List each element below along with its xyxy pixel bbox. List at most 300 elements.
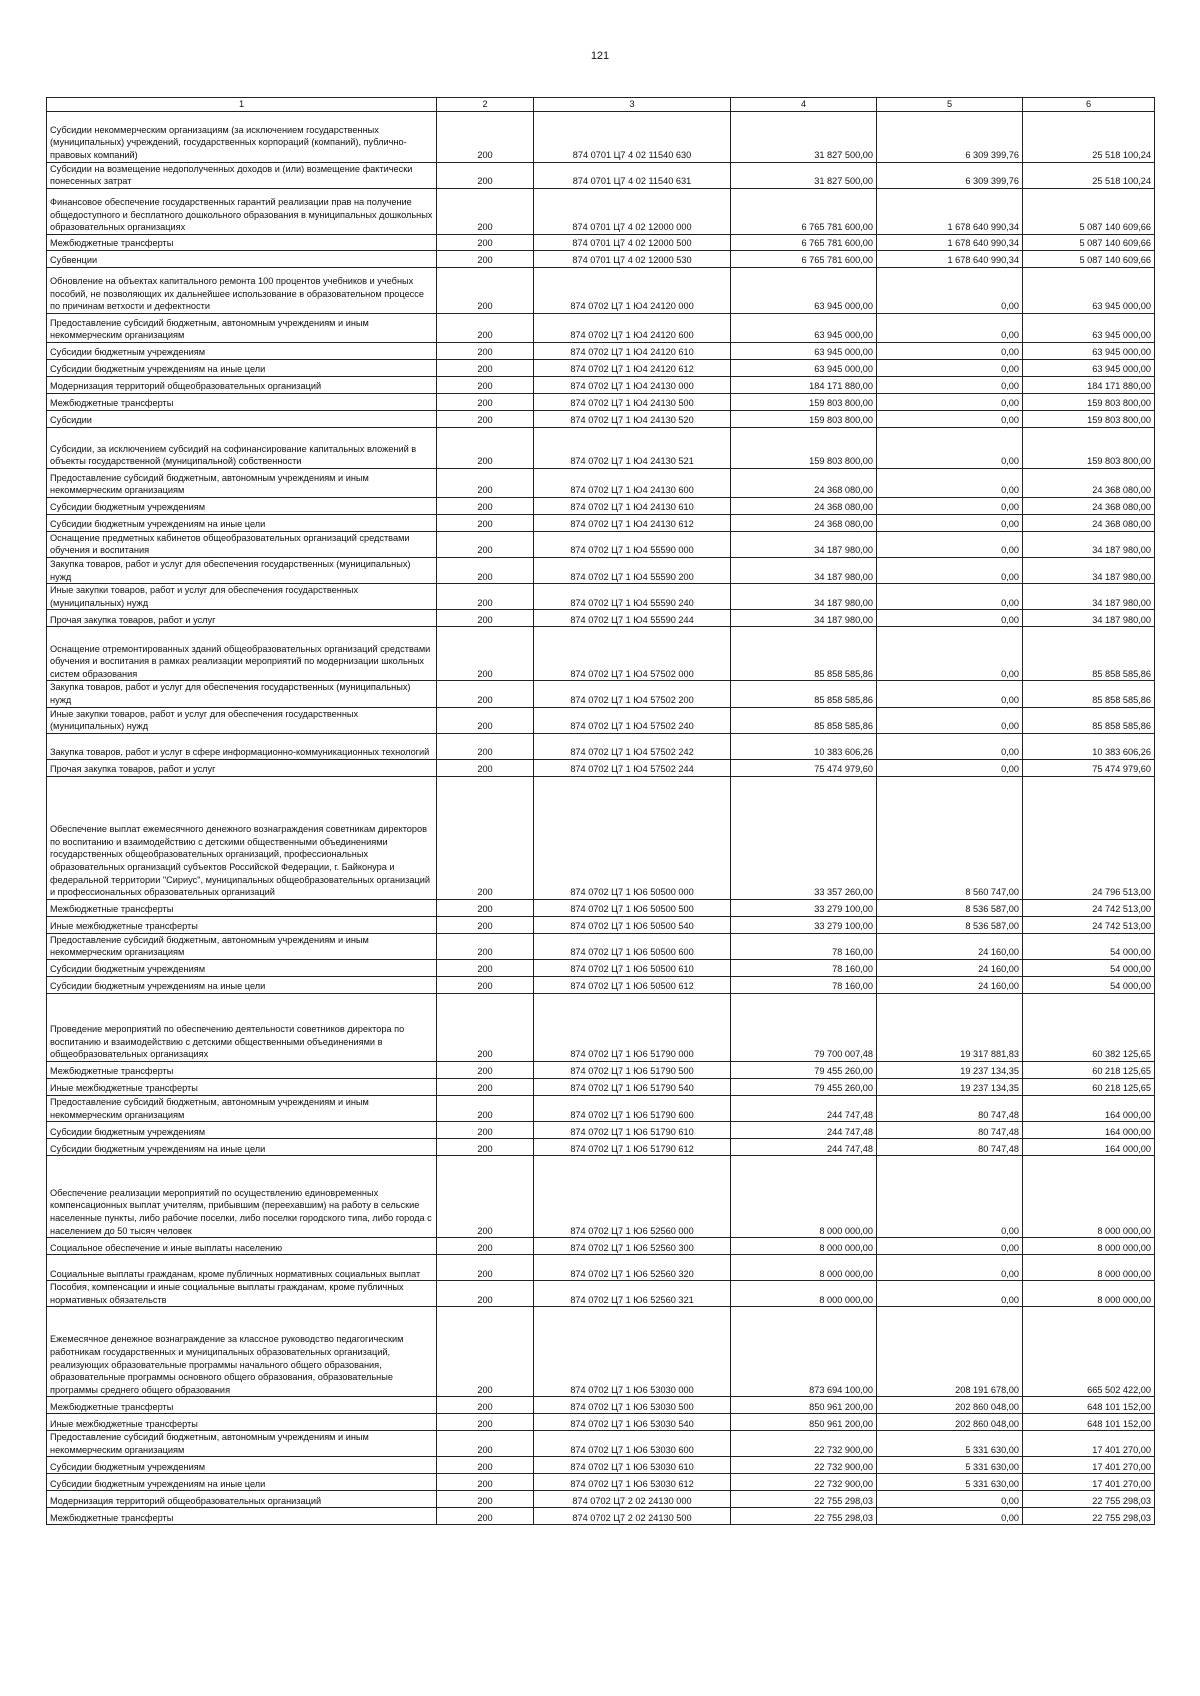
amount-col6: 24 368 080,00 — [1023, 468, 1155, 497]
table-row — [47, 1122, 1155, 1139]
budget-code: 874 0702 Ц7 1 Ю4 24130 612 — [534, 514, 731, 531]
budget-code: 874 0702 Ц7 1 Ю6 51790 610 — [534, 1122, 731, 1139]
amount-col6: 17 401 270,00 — [1023, 1474, 1155, 1491]
admin-code: 200 — [437, 1457, 534, 1474]
admin-code: 200 — [437, 976, 534, 993]
table-row — [47, 514, 1155, 531]
budget-code: 874 0702 Ц7 1 Ю4 24130 500 — [534, 393, 731, 410]
amount-col5: 5 331 630,00 — [877, 1431, 1023, 1457]
table-row — [47, 342, 1155, 359]
amount-col6: 63 945 000,00 — [1023, 342, 1155, 359]
row-name: Модернизация территорий общеобразовательных организаций — [47, 376, 437, 393]
admin-code: 200 — [437, 610, 534, 627]
amount-col5: 19 317 881,83 — [877, 993, 1023, 1061]
column-header: 3 — [534, 98, 731, 112]
admin-code: 200 — [437, 359, 534, 376]
amount-col4: 34 187 980,00 — [731, 557, 877, 583]
amount-col5: 1 678 640 990,34 — [877, 188, 1023, 234]
amount-col6: 75 474 979,60 — [1023, 759, 1155, 776]
amount-col6: 159 803 800,00 — [1023, 393, 1155, 410]
amount-col5: 8 560 747,00 — [877, 776, 1023, 899]
amount-col6: 164 000,00 — [1023, 1139, 1155, 1156]
admin-code: 200 — [437, 313, 534, 342]
budget-code: 874 0702 Ц7 1 Ю6 52560 320 — [534, 1255, 731, 1281]
admin-code: 200 — [437, 267, 534, 313]
admin-code: 200 — [437, 1307, 534, 1397]
row-name: Субсидии бюджетным учреждениям на иные цели — [47, 1474, 437, 1491]
admin-code: 200 — [437, 1095, 534, 1121]
amount-col4: 33 279 100,00 — [731, 916, 877, 933]
row-name: Субсидии бюджетным учреждениям — [47, 1457, 437, 1474]
amount-col6: 85 858 585,86 — [1023, 627, 1155, 681]
row-name: Иные закупки товаров, работ и услуг для обеспечения государственных (муниципальных) нужд — [47, 584, 437, 610]
amount-col6: 24 796 513,00 — [1023, 776, 1155, 899]
budget-code: 874 0702 Ц7 1 Ю4 24130 521 — [534, 427, 731, 468]
amount-col5: 0,00 — [877, 610, 1023, 627]
table-row — [47, 359, 1155, 376]
admin-code: 200 — [437, 1156, 534, 1238]
admin-code: 200 — [437, 916, 534, 933]
amount-col5: 0,00 — [877, 1238, 1023, 1255]
table-row — [47, 627, 1155, 681]
amount-col5: 0,00 — [877, 514, 1023, 531]
budget-code: 874 0702 Ц7 1 Ю6 51790 000 — [534, 993, 731, 1061]
admin-code: 200 — [437, 681, 534, 707]
amount-col6: 648 101 152,00 — [1023, 1414, 1155, 1431]
amount-col6: 17 401 270,00 — [1023, 1431, 1155, 1457]
budget-code: 874 0702 Ц7 1 Ю6 50500 612 — [534, 976, 731, 993]
amount-col4: 63 945 000,00 — [731, 313, 877, 342]
amount-col5: 5 331 630,00 — [877, 1457, 1023, 1474]
table-row — [47, 610, 1155, 627]
amount-col5: 8 536 587,00 — [877, 916, 1023, 933]
admin-code: 200 — [437, 427, 534, 468]
amount-col5: 6 309 399,76 — [877, 111, 1023, 162]
page-number: 121 — [590, 50, 610, 62]
budget-code: 874 0701 Ц7 4 02 12000 000 — [534, 188, 731, 234]
budget-code: 874 0702 Ц7 1 Ю4 55590 244 — [534, 610, 731, 627]
row-name: Субсидии бюджетным учреждениям — [47, 1122, 437, 1139]
amount-col5: 0,00 — [877, 342, 1023, 359]
amount-col5: 80 747,48 — [877, 1122, 1023, 1139]
amount-col6: 24 368 080,00 — [1023, 497, 1155, 514]
amount-col4: 63 945 000,00 — [731, 359, 877, 376]
amount-col4: 78 160,00 — [731, 933, 877, 959]
row-name: Субсидии — [47, 410, 437, 427]
budget-code: 874 0701 Ц7 4 02 12000 500 — [534, 234, 731, 250]
table-row — [47, 733, 1155, 759]
amount-col5: 202 860 048,00 — [877, 1414, 1023, 1431]
budget-code: 874 0702 Ц7 1 Ю6 52560 321 — [534, 1281, 731, 1307]
budget-code: 874 0702 Ц7 1 Ю4 24120 000 — [534, 267, 731, 313]
admin-code: 200 — [437, 1139, 534, 1156]
admin-code: 200 — [437, 162, 534, 188]
admin-code: 200 — [437, 393, 534, 410]
budget-code: 874 0702 Ц7 1 Ю6 51790 600 — [534, 1095, 731, 1121]
amount-col5: 5 331 630,00 — [877, 1474, 1023, 1491]
table-row — [47, 916, 1155, 933]
budget-code: 874 0702 Ц7 2 02 24130 000 — [534, 1491, 731, 1508]
table-row — [47, 393, 1155, 410]
amount-col4: 850 961 200,00 — [731, 1397, 877, 1414]
admin-code: 200 — [437, 1491, 534, 1508]
row-name: Прочая закупка товаров, работ и услуг — [47, 759, 437, 776]
amount-col6: 22 755 298,03 — [1023, 1491, 1155, 1508]
row-name: Оснащение предметных кабинетов общеобразовательных организаций средствами обучения и воспитания — [47, 531, 437, 557]
budget-code: 874 0702 Ц7 1 Ю6 51790 612 — [534, 1139, 731, 1156]
amount-col4: 8 000 000,00 — [731, 1255, 877, 1281]
table-row — [47, 899, 1155, 916]
amount-col5: 0,00 — [877, 531, 1023, 557]
table-row — [47, 959, 1155, 976]
amount-col6: 5 087 140 609,66 — [1023, 234, 1155, 250]
row-name: Субсидии на возмещение недополученных доходов и (или) возмещение фактически понесенных затрат — [47, 162, 437, 188]
budget-code: 874 0702 Ц7 1 Ю6 53030 540 — [534, 1414, 731, 1431]
amount-col4: 184 171 880,00 — [731, 376, 877, 393]
amount-col4: 10 383 606,26 — [731, 733, 877, 759]
amount-col6: 665 502 422,00 — [1023, 1307, 1155, 1397]
amount-col4: 85 858 585,86 — [731, 681, 877, 707]
amount-col5: 80 747,48 — [877, 1095, 1023, 1121]
row-name: Финансовое обеспечение государственных гарантий реализации прав на получение общедоступного и бесплатного дошкольного образования в муниципальных дошкольных образовательных организациях — [47, 188, 437, 234]
amount-col4: 22 732 900,00 — [731, 1457, 877, 1474]
amount-col6: 54 000,00 — [1023, 959, 1155, 976]
amount-col5: 0,00 — [877, 759, 1023, 776]
row-name: Межбюджетные трансферты — [47, 234, 437, 250]
amount-col6: 24 742 513,00 — [1023, 899, 1155, 916]
amount-col5: 0,00 — [877, 393, 1023, 410]
amount-col6: 85 858 585,86 — [1023, 681, 1155, 707]
admin-code: 200 — [437, 1078, 534, 1095]
table-row — [47, 1095, 1155, 1121]
amount-col4: 6 765 781 600,00 — [731, 234, 877, 250]
amount-col5: 0,00 — [877, 681, 1023, 707]
amount-col4: 22 732 900,00 — [731, 1431, 877, 1457]
amount-col6: 8 000 000,00 — [1023, 1281, 1155, 1307]
budget-code: 874 0702 Ц7 1 Ю4 24120 612 — [534, 359, 731, 376]
row-name: Обновление на объектах капитального ремонта 100 процентов учебников и учебных пособий, не позволяющих их дальнейшее использование в образовательном процессе по причинам ветхости и дефектности — [47, 267, 437, 313]
amount-col6: 159 803 800,00 — [1023, 410, 1155, 427]
row-name: Субсидии бюджетным учреждениям — [47, 342, 437, 359]
amount-col5: 0,00 — [877, 427, 1023, 468]
row-name: Обеспечение выплат ежемесячного денежного вознаграждения советникам директоров по воспитанию и взаимодействию с детскими общественными объединениями государственных общеобразовательных организаций, профессиональных образовательных организаций субъектов Российской Федерации, г. Байконура и федеральной территории "Сириус", муниципальных общеобразовательных организаций и профессиональных образовательных организаций — [47, 776, 437, 899]
table-header-row — [47, 98, 1155, 112]
amount-col4: 22 755 298,03 — [731, 1508, 877, 1525]
amount-col5: 1 678 640 990,34 — [877, 234, 1023, 250]
budget-code: 874 0702 Ц7 1 Ю4 24130 000 — [534, 376, 731, 393]
table-row — [47, 1414, 1155, 1431]
row-name: Обеспечение реализации мероприятий по осуществлению единовременных компенсационных выплат учителям, прибывшим (переехавшим) на работу в сельские населенные пункты, либо рабочие поселки, либо поселки городского типа, либо города с населением до 50 тысяч человек — [47, 1156, 437, 1238]
amount-col4: 159 803 800,00 — [731, 410, 877, 427]
amount-col4: 63 945 000,00 — [731, 342, 877, 359]
amount-col5: 24 160,00 — [877, 959, 1023, 976]
amount-col4: 79 700 007,48 — [731, 993, 877, 1061]
budget-code: 874 0702 Ц7 1 Ю6 51790 500 — [534, 1061, 731, 1078]
row-name: Иные межбюджетные трансферты — [47, 1078, 437, 1095]
admin-code: 200 — [437, 584, 534, 610]
amount-col6: 159 803 800,00 — [1023, 427, 1155, 468]
amount-col5: 0,00 — [877, 313, 1023, 342]
amount-col4: 22 732 900,00 — [731, 1474, 877, 1491]
amount-col6: 24 742 513,00 — [1023, 916, 1155, 933]
admin-code: 200 — [437, 1508, 534, 1525]
table-row — [47, 1491, 1155, 1508]
amount-col4: 31 827 500,00 — [731, 111, 877, 162]
amount-col6: 34 187 980,00 — [1023, 531, 1155, 557]
column-header: 4 — [731, 98, 877, 112]
budget-code: 874 0701 Ц7 4 02 12000 530 — [534, 250, 731, 267]
amount-col4: 79 455 260,00 — [731, 1078, 877, 1095]
amount-col5: 0,00 — [877, 733, 1023, 759]
amount-col5: 24 160,00 — [877, 933, 1023, 959]
table-row — [47, 188, 1155, 234]
amount-col5: 0,00 — [877, 267, 1023, 313]
amount-col4: 34 187 980,00 — [731, 531, 877, 557]
table-row — [47, 1139, 1155, 1156]
amount-col4: 85 858 585,86 — [731, 707, 877, 733]
budget-code: 874 0702 Ц7 1 Ю4 24130 520 — [534, 410, 731, 427]
amount-col6: 54 000,00 — [1023, 933, 1155, 959]
row-name: Предоставление субсидий бюджетным, автономным учреждениям и иным некоммерческим организациям — [47, 1095, 437, 1121]
table-row — [47, 1255, 1155, 1281]
admin-code: 200 — [437, 531, 534, 557]
table-row — [47, 1307, 1155, 1397]
row-name: Субсидии некоммерческим организациям (за исключением государственных (муниципальных) учреждений, государственных корпораций (компаний), публично-правовых компаний) — [47, 111, 437, 162]
budget-code: 874 0702 Ц7 1 Ю4 24120 610 — [534, 342, 731, 359]
budget-code: 874 0702 Ц7 1 Ю6 52560 000 — [534, 1156, 731, 1238]
amount-col4: 79 455 260,00 — [731, 1061, 877, 1078]
admin-code: 200 — [437, 234, 534, 250]
amount-col5: 0,00 — [877, 1281, 1023, 1307]
budget-code: 874 0702 Ц7 2 02 24130 500 — [534, 1508, 731, 1525]
row-name: Субсидии бюджетным учреждениям — [47, 959, 437, 976]
amount-col6: 184 171 880,00 — [1023, 376, 1155, 393]
admin-code: 200 — [437, 497, 534, 514]
row-name: Субсидии, за исключением субсидий на софинансирование капитальных вложений в объекты государственной (муниципальной) собственности — [47, 427, 437, 468]
table-row — [47, 468, 1155, 497]
amount-col4: 33 357 260,00 — [731, 776, 877, 899]
amount-col6: 25 518 100,24 — [1023, 162, 1155, 188]
amount-col5: 0,00 — [877, 359, 1023, 376]
amount-col4: 8 000 000,00 — [731, 1238, 877, 1255]
budget-code: 874 0702 Ц7 1 Ю6 52560 300 — [534, 1238, 731, 1255]
budget-code: 874 0702 Ц7 1 Ю6 50500 500 — [534, 899, 731, 916]
row-name: Иные закупки товаров, работ и услуг для обеспечения государственных (муниципальных) нужд — [47, 707, 437, 733]
admin-code: 200 — [437, 899, 534, 916]
budget-code: 874 0702 Ц7 1 Ю6 53030 500 — [534, 1397, 731, 1414]
table-row — [47, 1281, 1155, 1307]
table-row — [47, 557, 1155, 583]
admin-code: 200 — [437, 342, 534, 359]
admin-code: 200 — [437, 1474, 534, 1491]
budget-code: 874 0702 Ц7 1 Ю6 51790 540 — [534, 1078, 731, 1095]
amount-col4: 24 368 080,00 — [731, 497, 877, 514]
budget-code: 874 0702 Ц7 1 Ю4 24130 610 — [534, 497, 731, 514]
budget-code: 874 0702 Ц7 1 Ю6 50500 610 — [534, 959, 731, 976]
amount-col6: 85 858 585,86 — [1023, 707, 1155, 733]
amount-col6: 8 000 000,00 — [1023, 1255, 1155, 1281]
row-name: Субсидии бюджетным учреждениям на иные цели — [47, 976, 437, 993]
amount-col4: 8 000 000,00 — [731, 1156, 877, 1238]
budget-code: 874 0702 Ц7 1 Ю6 53030 612 — [534, 1474, 731, 1491]
row-name: Предоставление субсидий бюджетным, автономным учреждениям и иным некоммерческим организациям — [47, 313, 437, 342]
admin-code: 200 — [437, 759, 534, 776]
table-row — [47, 313, 1155, 342]
row-name: Субсидии бюджетным учреждениям на иные цели — [47, 359, 437, 376]
budget-code: 874 0702 Ц7 1 Ю4 24130 600 — [534, 468, 731, 497]
amount-col6: 34 187 980,00 — [1023, 610, 1155, 627]
amount-col4: 34 187 980,00 — [731, 584, 877, 610]
table-row — [47, 376, 1155, 393]
amount-col6: 63 945 000,00 — [1023, 359, 1155, 376]
amount-col5: 0,00 — [877, 497, 1023, 514]
amount-col5: 0,00 — [877, 1508, 1023, 1525]
admin-code: 200 — [437, 1397, 534, 1414]
table-row — [47, 1508, 1155, 1525]
amount-col4: 22 755 298,03 — [731, 1491, 877, 1508]
table-row — [47, 267, 1155, 313]
table-row — [47, 681, 1155, 707]
table-row — [47, 1397, 1155, 1414]
table-row — [47, 410, 1155, 427]
budget-code: 874 0702 Ц7 1 Ю4 57502 000 — [534, 627, 731, 681]
table-row — [47, 976, 1155, 993]
table-row — [47, 1156, 1155, 1238]
table-row — [47, 162, 1155, 188]
table-row — [47, 584, 1155, 610]
amount-col4: 24 368 080,00 — [731, 514, 877, 531]
admin-code: 200 — [437, 1238, 534, 1255]
row-name: Субсидии бюджетным учреждениям на иные цели — [47, 514, 437, 531]
table-row — [47, 531, 1155, 557]
amount-col5: 6 309 399,76 — [877, 162, 1023, 188]
amount-col4: 6 765 781 600,00 — [731, 188, 877, 234]
table-row — [47, 1078, 1155, 1095]
amount-col4: 78 160,00 — [731, 959, 877, 976]
budget-code: 874 0702 Ц7 1 Ю4 57502 200 — [534, 681, 731, 707]
amount-col4: 159 803 800,00 — [731, 393, 877, 410]
admin-code: 200 — [437, 1122, 534, 1139]
table-row — [47, 1061, 1155, 1078]
amount-col5: 24 160,00 — [877, 976, 1023, 993]
amount-col4: 78 160,00 — [731, 976, 877, 993]
row-name: Оснащение отремонтированных зданий общеобразовательных организаций средствами обучения и воспитания в рамках реализации мероприятий по модернизации школьных систем образования — [47, 627, 437, 681]
budget-code: 874 0702 Ц7 1 Ю4 55590 000 — [534, 531, 731, 557]
table-row — [47, 759, 1155, 776]
amount-col5: 80 747,48 — [877, 1139, 1023, 1156]
row-name: Предоставление субсидий бюджетным, автономным учреждениям и иным некоммерческим организациям — [47, 468, 437, 497]
amount-col5: 0,00 — [877, 376, 1023, 393]
table-row — [47, 250, 1155, 267]
amount-col6: 648 101 152,00 — [1023, 1397, 1155, 1414]
amount-col5: 1 678 640 990,34 — [877, 250, 1023, 267]
amount-col4: 159 803 800,00 — [731, 427, 877, 468]
budget-code: 874 0702 Ц7 1 Ю6 53030 000 — [534, 1307, 731, 1397]
amount-col4: 244 747,48 — [731, 1122, 877, 1139]
row-name: Социальное обеспечение и иные выплаты населению — [47, 1238, 437, 1255]
row-name: Прочая закупка товаров, работ и услуг — [47, 610, 437, 627]
row-name: Предоставление субсидий бюджетным, автономным учреждениям и иным некоммерческим организациям — [47, 933, 437, 959]
amount-col5: 0,00 — [877, 468, 1023, 497]
table-row — [47, 776, 1155, 899]
row-name: Иные межбюджетные трансферты — [47, 1414, 437, 1431]
admin-code: 200 — [437, 557, 534, 583]
amount-col6: 5 087 140 609,66 — [1023, 250, 1155, 267]
table-row — [47, 111, 1155, 162]
table-row — [47, 993, 1155, 1061]
row-name: Межбюджетные трансферты — [47, 1397, 437, 1414]
amount-col5: 0,00 — [877, 1156, 1023, 1238]
table-body — [47, 111, 1155, 1525]
amount-col4: 244 747,48 — [731, 1095, 877, 1121]
budget-code: 874 0702 Ц7 1 Ю4 57502 242 — [534, 733, 731, 759]
admin-code: 200 — [437, 1414, 534, 1431]
amount-col4: 6 765 781 600,00 — [731, 250, 877, 267]
amount-col6: 63 945 000,00 — [1023, 313, 1155, 342]
amount-col6: 60 382 125,65 — [1023, 993, 1155, 1061]
amount-col6: 17 401 270,00 — [1023, 1457, 1155, 1474]
admin-code: 200 — [437, 707, 534, 733]
budget-code: 874 0702 Ц7 1 Ю4 24120 600 — [534, 313, 731, 342]
table-row — [47, 1457, 1155, 1474]
amount-col5: 0,00 — [877, 707, 1023, 733]
amount-col5: 8 536 587,00 — [877, 899, 1023, 916]
amount-col6: 164 000,00 — [1023, 1122, 1155, 1139]
amount-col6: 60 218 125,65 — [1023, 1078, 1155, 1095]
admin-code: 200 — [437, 959, 534, 976]
amount-col4: 8 000 000,00 — [731, 1281, 877, 1307]
amount-col5: 0,00 — [877, 584, 1023, 610]
budget-table — [46, 97, 1155, 1525]
table-row — [47, 1474, 1155, 1491]
admin-code: 200 — [437, 111, 534, 162]
column-header: 1 — [47, 98, 437, 112]
amount-col5: 0,00 — [877, 1491, 1023, 1508]
row-name: Пособия, компенсации и иные социальные выплаты гражданам, кроме публичных нормативных обязательств — [47, 1281, 437, 1307]
admin-code: 200 — [437, 1255, 534, 1281]
row-name: Предоставление субсидий бюджетным, автономным учреждениям и иным некоммерческим организациям — [47, 1431, 437, 1457]
admin-code: 200 — [437, 627, 534, 681]
admin-code: 200 — [437, 514, 534, 531]
row-name: Субсидии бюджетным учреждениям — [47, 497, 437, 514]
admin-code: 200 — [437, 1061, 534, 1078]
amount-col4: 85 858 585,86 — [731, 627, 877, 681]
budget-code: 874 0702 Ц7 1 Ю6 53030 600 — [534, 1431, 731, 1457]
row-name: Межбюджетные трансферты — [47, 393, 437, 410]
amount-col4: 850 961 200,00 — [731, 1414, 877, 1431]
admin-code: 200 — [437, 468, 534, 497]
row-name: Межбюджетные трансферты — [47, 1508, 437, 1525]
amount-col6: 25 518 100,24 — [1023, 111, 1155, 162]
row-name: Закупка товаров, работ и услуг для обеспечения государственных (муниципальных) нужд — [47, 681, 437, 707]
amount-col6: 54 000,00 — [1023, 976, 1155, 993]
table-row — [47, 1238, 1155, 1255]
amount-col6: 5 087 140 609,66 — [1023, 188, 1155, 234]
amount-col5: 0,00 — [877, 410, 1023, 427]
budget-code: 874 0702 Ц7 1 Ю4 55590 200 — [534, 557, 731, 583]
table-row — [47, 707, 1155, 733]
amount-col6: 22 755 298,03 — [1023, 1508, 1155, 1525]
amount-col6: 60 218 125,65 — [1023, 1061, 1155, 1078]
amount-col5: 0,00 — [877, 557, 1023, 583]
row-name: Субсидии бюджетным учреждениям на иные цели — [47, 1139, 437, 1156]
admin-code: 200 — [437, 410, 534, 427]
amount-col5: 19 237 134,35 — [877, 1061, 1023, 1078]
row-name: Иные межбюджетные трансферты — [47, 916, 437, 933]
amount-col4: 873 694 100,00 — [731, 1307, 877, 1397]
amount-col6: 8 000 000,00 — [1023, 1238, 1155, 1255]
budget-code: 874 0702 Ц7 1 Ю6 50500 600 — [534, 933, 731, 959]
